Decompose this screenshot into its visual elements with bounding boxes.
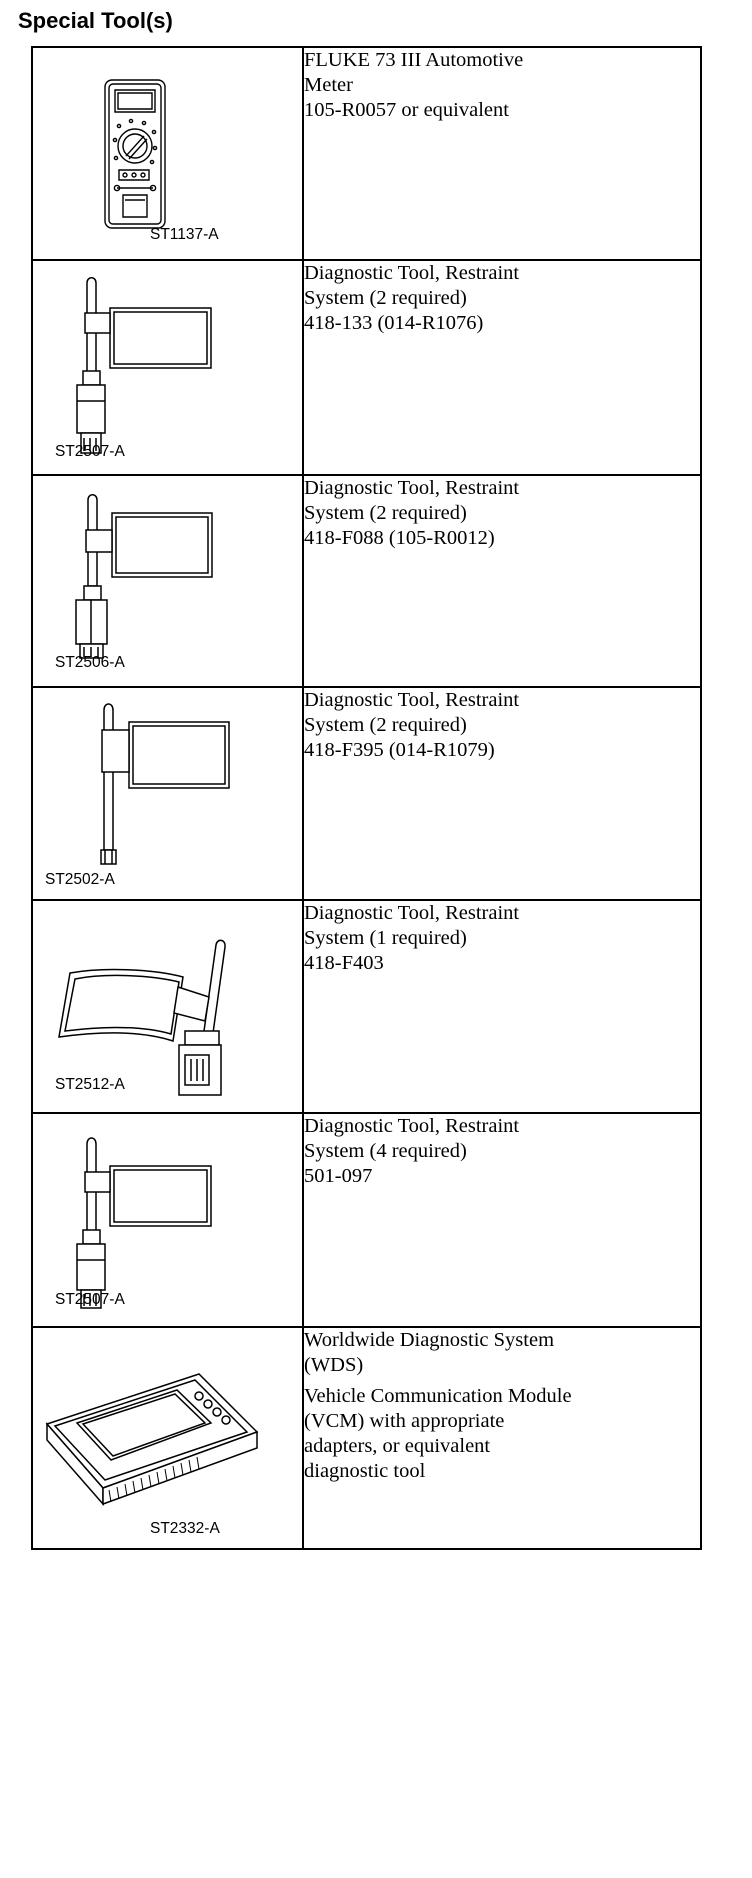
tool-description-cell xyxy=(303,900,701,1113)
table-row xyxy=(32,1327,701,1549)
figure-label: ST1137-A xyxy=(150,226,219,243)
tool-figure-cell xyxy=(32,1327,303,1549)
restraint-diagnostic-tool-illustration xyxy=(33,688,302,901)
tool-description: Diagnostic Tool, Restraint System (1 required) 418-F403 xyxy=(304,902,520,974)
figure-label: ST2332-A xyxy=(150,1520,220,1537)
tool-description-cell xyxy=(303,1113,701,1327)
table-row xyxy=(32,900,701,1113)
figure-label: ST2512-A xyxy=(55,1076,125,1093)
section-heading: Special Tool(s) xyxy=(18,8,173,33)
tool-figure-cell xyxy=(32,475,303,687)
tool-figure-cell xyxy=(32,47,303,260)
tool-description: Diagnostic Tool, Restraint System (2 required) 418-F088 (105-R0012) xyxy=(304,477,520,549)
tool-description-cell xyxy=(303,260,701,475)
table-row xyxy=(32,47,701,260)
tool-figure-cell xyxy=(32,260,303,475)
tool-description-cell xyxy=(303,1327,701,1549)
figure-label: ST2507-A xyxy=(55,1291,125,1308)
tool-figure-cell xyxy=(32,1113,303,1327)
special-tools-table xyxy=(31,46,702,1550)
table-row xyxy=(32,1113,701,1327)
tool-description: Vehicle Communication Module (VCM) with appropriate adapters, or equivalent diagnostic tool xyxy=(304,1385,572,1482)
tool-figure-cell xyxy=(32,900,303,1113)
tool-description-cell xyxy=(303,47,701,260)
figure-label: ST2502-A xyxy=(45,871,115,888)
vcm-device-illustration xyxy=(33,1328,302,1550)
table-row xyxy=(32,687,701,900)
figure-label: ST2506-A xyxy=(55,654,125,671)
tool-description: FLUKE 73 III Automotive Meter 105-R0057 or equivalent xyxy=(304,49,524,121)
figure-label: ST2507-A xyxy=(55,443,125,460)
tool-description: Diagnostic Tool, Restraint System (2 required) 418-133 (014-R1076) xyxy=(304,262,520,334)
table-row xyxy=(32,260,701,475)
table-row xyxy=(32,475,701,687)
tool-description: Diagnostic Tool, Restraint System (4 required) 501-097 xyxy=(304,1115,520,1187)
tool-description: Diagnostic Tool, Restraint System (2 required) 418-F395 (014-R1079) xyxy=(304,689,520,761)
tool-description: Worldwide Diagnostic System (WDS) xyxy=(304,1329,555,1376)
tool-description-cell xyxy=(303,687,701,900)
tool-description-cell xyxy=(303,475,701,687)
tool-figure-cell xyxy=(32,687,303,900)
